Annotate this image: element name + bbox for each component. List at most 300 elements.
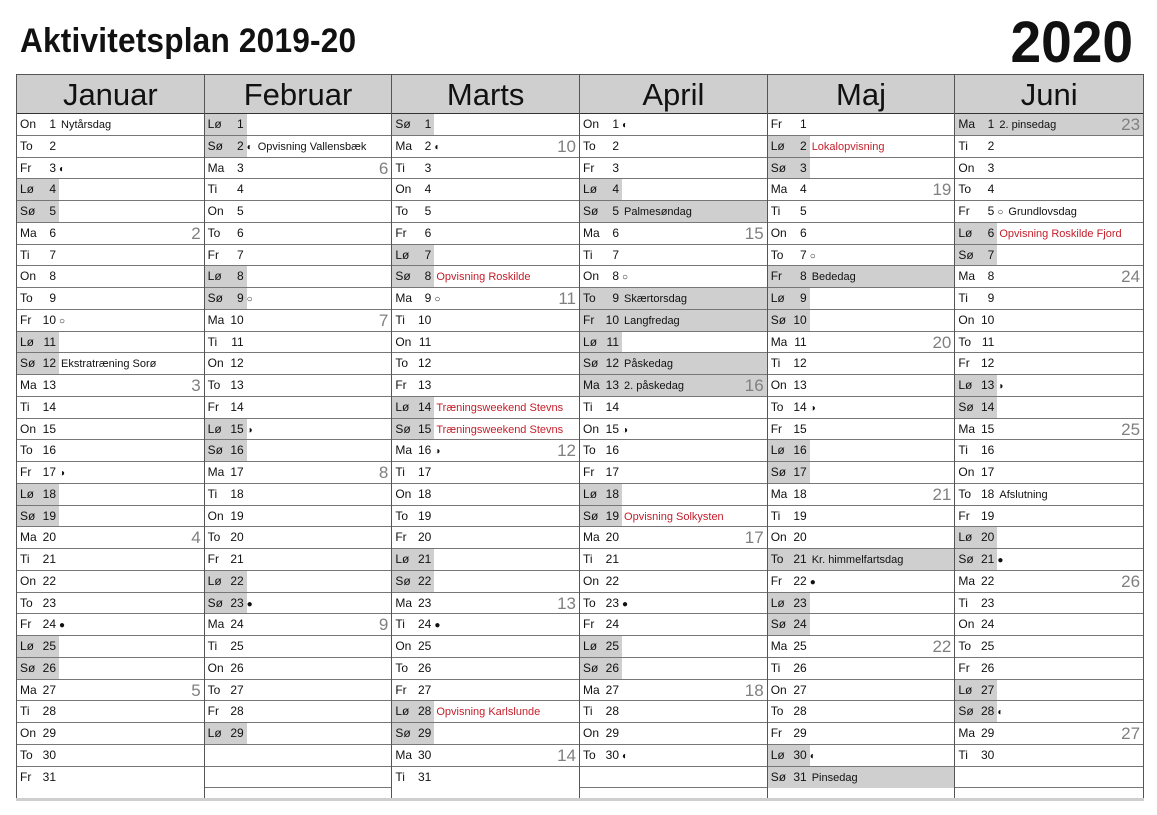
moon-phase-icon: ◑	[809, 402, 816, 414]
day-number: 11	[794, 334, 807, 349]
day-label	[17, 617, 65, 631]
day-cell	[955, 288, 1143, 310]
day-label	[580, 335, 619, 349]
week-number: 23	[1121, 115, 1141, 134]
day-label	[205, 509, 244, 523]
day-cell	[17, 593, 204, 615]
day-number: 29	[605, 726, 620, 740]
weekday-abbrev: Fr	[770, 117, 783, 131]
day-number: 24	[417, 617, 432, 632]
weekday-abbrev: Fr	[958, 356, 970, 371]
day-cell	[205, 288, 392, 310]
year-label: 2020	[1010, 10, 1133, 75]
weekday-abbrev: Ma	[958, 117, 976, 131]
day-number: 22	[793, 573, 807, 588]
day-cell	[768, 440, 955, 462]
day-cell	[205, 527, 392, 549]
day-cell	[580, 353, 767, 375]
week-number: 16	[744, 376, 764, 395]
day-label	[580, 596, 628, 610]
day-label	[205, 465, 244, 479]
weekday-abbrev: Lø	[770, 291, 785, 305]
weekday-abbrev: Lø	[207, 269, 222, 284]
day-label	[17, 378, 56, 392]
weekday-abbrev: Sø	[20, 356, 36, 371]
day-label	[768, 378, 807, 392]
day-cell	[392, 158, 579, 180]
day-label	[580, 617, 619, 631]
day-number: 17	[230, 465, 244, 479]
moon-phase-icon: ●	[809, 576, 816, 588]
week-number: 26	[1121, 571, 1141, 591]
day-cell	[17, 767, 204, 789]
day-number: 5	[49, 204, 56, 218]
day-cell	[768, 310, 955, 332]
day-label	[205, 356, 244, 370]
weekday-abbrev: Ti	[395, 465, 405, 479]
day-number: 14	[605, 399, 620, 414]
weekday-abbrev: Sø	[958, 247, 974, 262]
day-cell	[955, 266, 1143, 288]
event-text: Opvisning Karlslunde	[436, 706, 541, 719]
day-label	[17, 726, 56, 740]
day-label	[580, 465, 619, 479]
day-label	[580, 726, 619, 740]
day-cell	[955, 158, 1143, 180]
day-label	[955, 748, 994, 762]
day-number: 6	[612, 225, 620, 240]
day-cell	[392, 136, 579, 158]
day-label	[768, 726, 807, 740]
weekday-abbrev: Sø	[770, 312, 787, 327]
weekday-abbrev: Ti	[395, 160, 405, 175]
day-label	[392, 617, 440, 631]
day-label	[768, 704, 807, 718]
weekday-abbrev: Ma	[583, 530, 600, 545]
day-cell	[768, 158, 955, 180]
weekday-abbrev: Ti	[958, 138, 968, 153]
weekday-abbrev: On	[20, 573, 37, 588]
day-number: 2	[424, 138, 432, 153]
day-number: 5	[424, 204, 432, 218]
day-cell	[768, 419, 955, 441]
weekday-abbrev: Ti	[395, 312, 405, 327]
weekday-abbrev: Ma	[583, 225, 600, 240]
day-label	[17, 704, 56, 718]
day-number: 6	[800, 225, 807, 240]
day-list	[17, 114, 204, 798]
day-label	[392, 422, 563, 436]
weekday-abbrev: Ti	[958, 747, 968, 762]
day-cell	[17, 288, 204, 310]
day-cell	[768, 614, 955, 636]
day-label	[580, 161, 619, 175]
day-cell	[955, 462, 1143, 484]
month-column-april	[580, 75, 768, 798]
weekday-abbrev: Lø	[20, 334, 35, 349]
day-cell	[768, 201, 955, 223]
day-number: 27	[605, 682, 620, 697]
day-label	[580, 487, 619, 501]
day-number: 2	[987, 138, 995, 153]
day-label	[392, 704, 540, 718]
month-header: Juni	[955, 75, 1143, 114]
day-cell	[205, 266, 392, 288]
weekday-abbrev: Lø	[770, 747, 785, 762]
day-number: 15	[230, 421, 244, 436]
day-cell	[768, 658, 955, 680]
day-label	[205, 378, 244, 392]
day-cell	[392, 266, 579, 288]
weekday-abbrev: Ma	[770, 182, 788, 197]
day-label	[17, 269, 56, 283]
weekday-abbrev: Lø	[958, 682, 973, 697]
week-number: 27	[1121, 724, 1141, 743]
day-label	[768, 617, 807, 631]
day-number: 3	[236, 160, 244, 175]
day-label	[205, 291, 253, 305]
weekday-abbrev: Ma	[770, 334, 788, 349]
day-number: 9	[800, 291, 807, 305]
weekday-abbrev: On	[395, 334, 412, 349]
weekday-abbrev: Fr	[770, 726, 783, 740]
weekday-abbrev: Ti	[583, 552, 593, 566]
day-cell	[580, 593, 767, 615]
weekday-abbrev: Fr	[207, 552, 219, 566]
day-number: 28	[417, 704, 432, 719]
day-number: 4	[987, 182, 995, 197]
event-text: Nytårsdag	[61, 119, 112, 131]
day-number: 16	[981, 443, 995, 458]
weekday-abbrev: On	[207, 204, 224, 218]
day-cell	[768, 136, 955, 158]
day-label	[205, 248, 244, 262]
day-label	[955, 639, 994, 653]
day-label	[768, 748, 816, 762]
day-label	[17, 770, 56, 784]
day-number: 19	[605, 508, 620, 523]
week-number: 22	[932, 637, 952, 656]
weekday-abbrev: Fr	[958, 660, 970, 675]
day-cell	[768, 680, 955, 702]
day-number: 27	[417, 682, 432, 697]
day-number: 4	[800, 182, 807, 197]
day-label	[955, 378, 1003, 392]
day-label	[17, 400, 56, 414]
day-list	[392, 114, 579, 798]
weekday-abbrev: Ma	[20, 682, 37, 697]
event-text: Påskedag	[624, 358, 673, 371]
weekday-abbrev: Ma	[958, 421, 976, 436]
weekday-abbrev: Fr	[395, 225, 407, 240]
day-number: 22	[417, 573, 432, 588]
day-number: 9	[424, 291, 432, 305]
week-number: 20	[932, 332, 952, 352]
day-label	[392, 574, 431, 588]
day-cell	[17, 136, 204, 158]
weekday-abbrev: Ma	[207, 160, 225, 175]
day-number: 16	[793, 443, 807, 458]
day-label	[580, 552, 619, 566]
day-label	[955, 530, 994, 544]
day-label	[205, 726, 244, 740]
weekday-abbrev: Ma	[583, 378, 600, 392]
day-number: 18	[42, 486, 56, 501]
weekday-abbrev: On	[958, 312, 975, 327]
day-label	[205, 443, 244, 457]
day-cell	[955, 353, 1143, 375]
day-label	[955, 313, 994, 327]
day-label	[205, 182, 244, 196]
day-label	[955, 291, 994, 305]
day-cell	[17, 723, 204, 745]
day-cell	[205, 571, 392, 593]
day-number: 29	[793, 726, 807, 740]
day-number: 15	[605, 421, 620, 436]
day-number: 15	[981, 421, 995, 436]
day-cell	[205, 636, 392, 658]
month-header: Januar	[17, 75, 204, 114]
day-cell	[580, 179, 767, 201]
week-number: 12	[557, 441, 577, 461]
weekday-abbrev: Ti	[20, 399, 30, 414]
weekday-abbrev: Fr	[770, 573, 783, 588]
day-number: 10	[793, 312, 807, 327]
day-label	[17, 552, 56, 566]
day-number: 10	[42, 312, 56, 327]
day-label	[392, 117, 431, 131]
moon-phase-icon: ◐	[59, 163, 66, 175]
day-label	[768, 487, 807, 501]
weekday-abbrev: Fr	[583, 617, 595, 632]
month-column-januar	[17, 75, 205, 798]
weekday-abbrev: To	[958, 486, 972, 501]
weekday-abbrev: Ti	[395, 769, 405, 784]
day-label	[392, 661, 431, 675]
day-label	[392, 530, 431, 544]
day-cell	[392, 332, 579, 354]
day-cell	[17, 375, 204, 397]
day-cell	[205, 136, 392, 158]
week-number: 10	[557, 136, 577, 156]
day-number: 12	[230, 356, 244, 371]
day-label	[955, 117, 1056, 131]
day-label	[17, 204, 56, 218]
day-label	[580, 422, 628, 436]
day-label	[17, 422, 56, 436]
weekday-abbrev: Lø	[395, 399, 410, 414]
weekday-abbrev: To	[770, 704, 784, 719]
day-cell	[955, 397, 1143, 419]
weekday-abbrev: Ti	[770, 204, 781, 218]
day-label	[955, 400, 994, 414]
day-cell	[768, 506, 955, 528]
weekday-abbrev: Sø	[207, 443, 224, 458]
day-number: 3	[800, 160, 807, 175]
moon-phase-icon: ◐	[246, 141, 253, 153]
day-number: 3	[612, 160, 620, 175]
day-cell	[17, 571, 204, 593]
weekday-abbrev: Sø	[395, 573, 411, 588]
day-number: 20	[417, 530, 432, 545]
weekday-abbrev: Ma	[395, 138, 413, 153]
day-number: 5	[987, 204, 995, 218]
weekday-abbrev: Ti	[583, 704, 593, 719]
day-cell	[580, 549, 767, 571]
day-number: 16	[230, 443, 244, 458]
weekday-abbrev: Sø	[20, 204, 36, 218]
event-text: Grundlovsdag	[1008, 206, 1077, 218]
day-label	[580, 400, 619, 414]
day-label	[205, 117, 244, 131]
day-number: 20	[793, 530, 807, 545]
day-label	[768, 596, 807, 610]
day-number: 17	[981, 465, 995, 479]
week-number: 5	[191, 680, 201, 700]
day-label	[768, 204, 807, 218]
day-label	[392, 487, 431, 501]
day-label	[17, 596, 56, 610]
day-cell	[392, 593, 579, 615]
week-number: 18	[744, 680, 764, 700]
day-label	[392, 639, 431, 653]
weekday-abbrev: Ti	[20, 704, 30, 719]
day-number: 8	[236, 269, 244, 284]
day-cell	[392, 310, 579, 332]
weekday-abbrev: To	[770, 399, 784, 414]
day-number: 21	[981, 552, 995, 566]
day-number: 22	[981, 573, 995, 588]
event-text: Opvisning Solkysten	[624, 510, 724, 523]
day-number: 14	[42, 399, 56, 414]
day-cell	[955, 680, 1143, 702]
day-label	[205, 400, 244, 414]
day-label	[392, 770, 431, 784]
day-cell	[955, 701, 1143, 723]
weekday-abbrev: Fr	[207, 399, 219, 414]
day-number: 19	[981, 508, 995, 523]
day-label	[17, 335, 56, 349]
day-cell	[17, 440, 204, 462]
month-column-marts	[392, 75, 580, 798]
weekday-abbrev: Lø	[395, 552, 410, 566]
day-number: 19	[417, 508, 432, 523]
day-number: 9	[49, 291, 56, 305]
day-cell	[580, 266, 767, 288]
day-cell	[17, 658, 204, 680]
day-number: 6	[236, 225, 244, 240]
day-number: 14	[230, 399, 244, 414]
day-cell	[205, 506, 392, 528]
day-number: 18	[417, 486, 432, 501]
day-number: 14	[981, 399, 995, 414]
day-cell	[392, 571, 579, 593]
day-cell	[392, 419, 579, 441]
day-cell	[768, 114, 955, 136]
week-number: 17	[744, 528, 764, 548]
day-label	[955, 226, 1121, 240]
month-header: Marts	[392, 75, 579, 114]
day-cell	[17, 353, 204, 375]
day-number: 15	[417, 421, 432, 436]
day-label	[392, 443, 440, 457]
day-number: 8	[800, 269, 807, 284]
day-label	[580, 661, 619, 675]
weekday-abbrev: Lø	[958, 530, 973, 545]
day-number: 13	[42, 378, 56, 392]
day-label	[955, 465, 994, 479]
weekday-abbrev: Sø	[958, 704, 974, 719]
day-label	[768, 509, 807, 523]
day-cell	[768, 332, 955, 354]
week-number: 25	[1121, 419, 1141, 439]
day-number: 20	[981, 530, 995, 545]
moon-phase-icon: ◑	[59, 468, 66, 479]
weekday-abbrev: Lø	[207, 421, 222, 436]
day-number: 19	[230, 508, 244, 523]
day-number: 21	[417, 552, 432, 566]
event-text: Pinsedag	[811, 771, 858, 784]
day-label	[955, 269, 994, 283]
day-label	[392, 248, 431, 262]
day-cell	[580, 397, 767, 419]
weekday-abbrev: Lø	[583, 486, 598, 501]
day-cell	[17, 680, 204, 702]
day-cell	[955, 506, 1143, 528]
day-label	[768, 465, 807, 479]
weekday-abbrev: Fr	[20, 617, 32, 632]
day-label	[17, 226, 56, 240]
day-cell	[17, 245, 204, 267]
day-label	[580, 226, 619, 240]
day-number: 4	[236, 182, 244, 197]
day-label	[768, 530, 807, 544]
day-number: 25	[42, 639, 56, 653]
day-cell	[768, 462, 955, 484]
day-cell	[955, 745, 1143, 767]
day-cell	[205, 375, 392, 397]
weekday-abbrev: Sø	[20, 508, 36, 523]
weekday-abbrev: Fr	[583, 160, 595, 175]
day-label	[17, 139, 56, 153]
day-number: 21	[793, 552, 807, 566]
day-label	[768, 639, 807, 653]
day-cell	[392, 745, 579, 767]
day-label	[955, 204, 1077, 218]
day-number: 5	[236, 204, 244, 218]
day-number: 29	[417, 726, 432, 740]
day-cell	[392, 440, 579, 462]
weekday-abbrev: Fr	[395, 378, 407, 392]
weekday-abbrev: Sø	[583, 508, 599, 523]
day-label	[205, 704, 244, 718]
weekday-abbrev: To	[770, 247, 784, 262]
day-label	[205, 161, 244, 175]
day-number: 6	[49, 225, 56, 240]
day-number: 14	[793, 399, 807, 414]
day-number: 11	[981, 334, 995, 349]
weekday-abbrev: Sø	[207, 595, 224, 610]
day-cell	[768, 571, 955, 593]
day-label	[955, 726, 994, 740]
day-cell	[768, 549, 955, 571]
day-cell	[768, 288, 955, 310]
week-number: 6	[378, 158, 389, 178]
bottom-rule	[16, 798, 1144, 801]
day-number: 31	[42, 769, 56, 784]
day-label	[580, 313, 680, 327]
weekday-abbrev: On	[770, 530, 787, 545]
